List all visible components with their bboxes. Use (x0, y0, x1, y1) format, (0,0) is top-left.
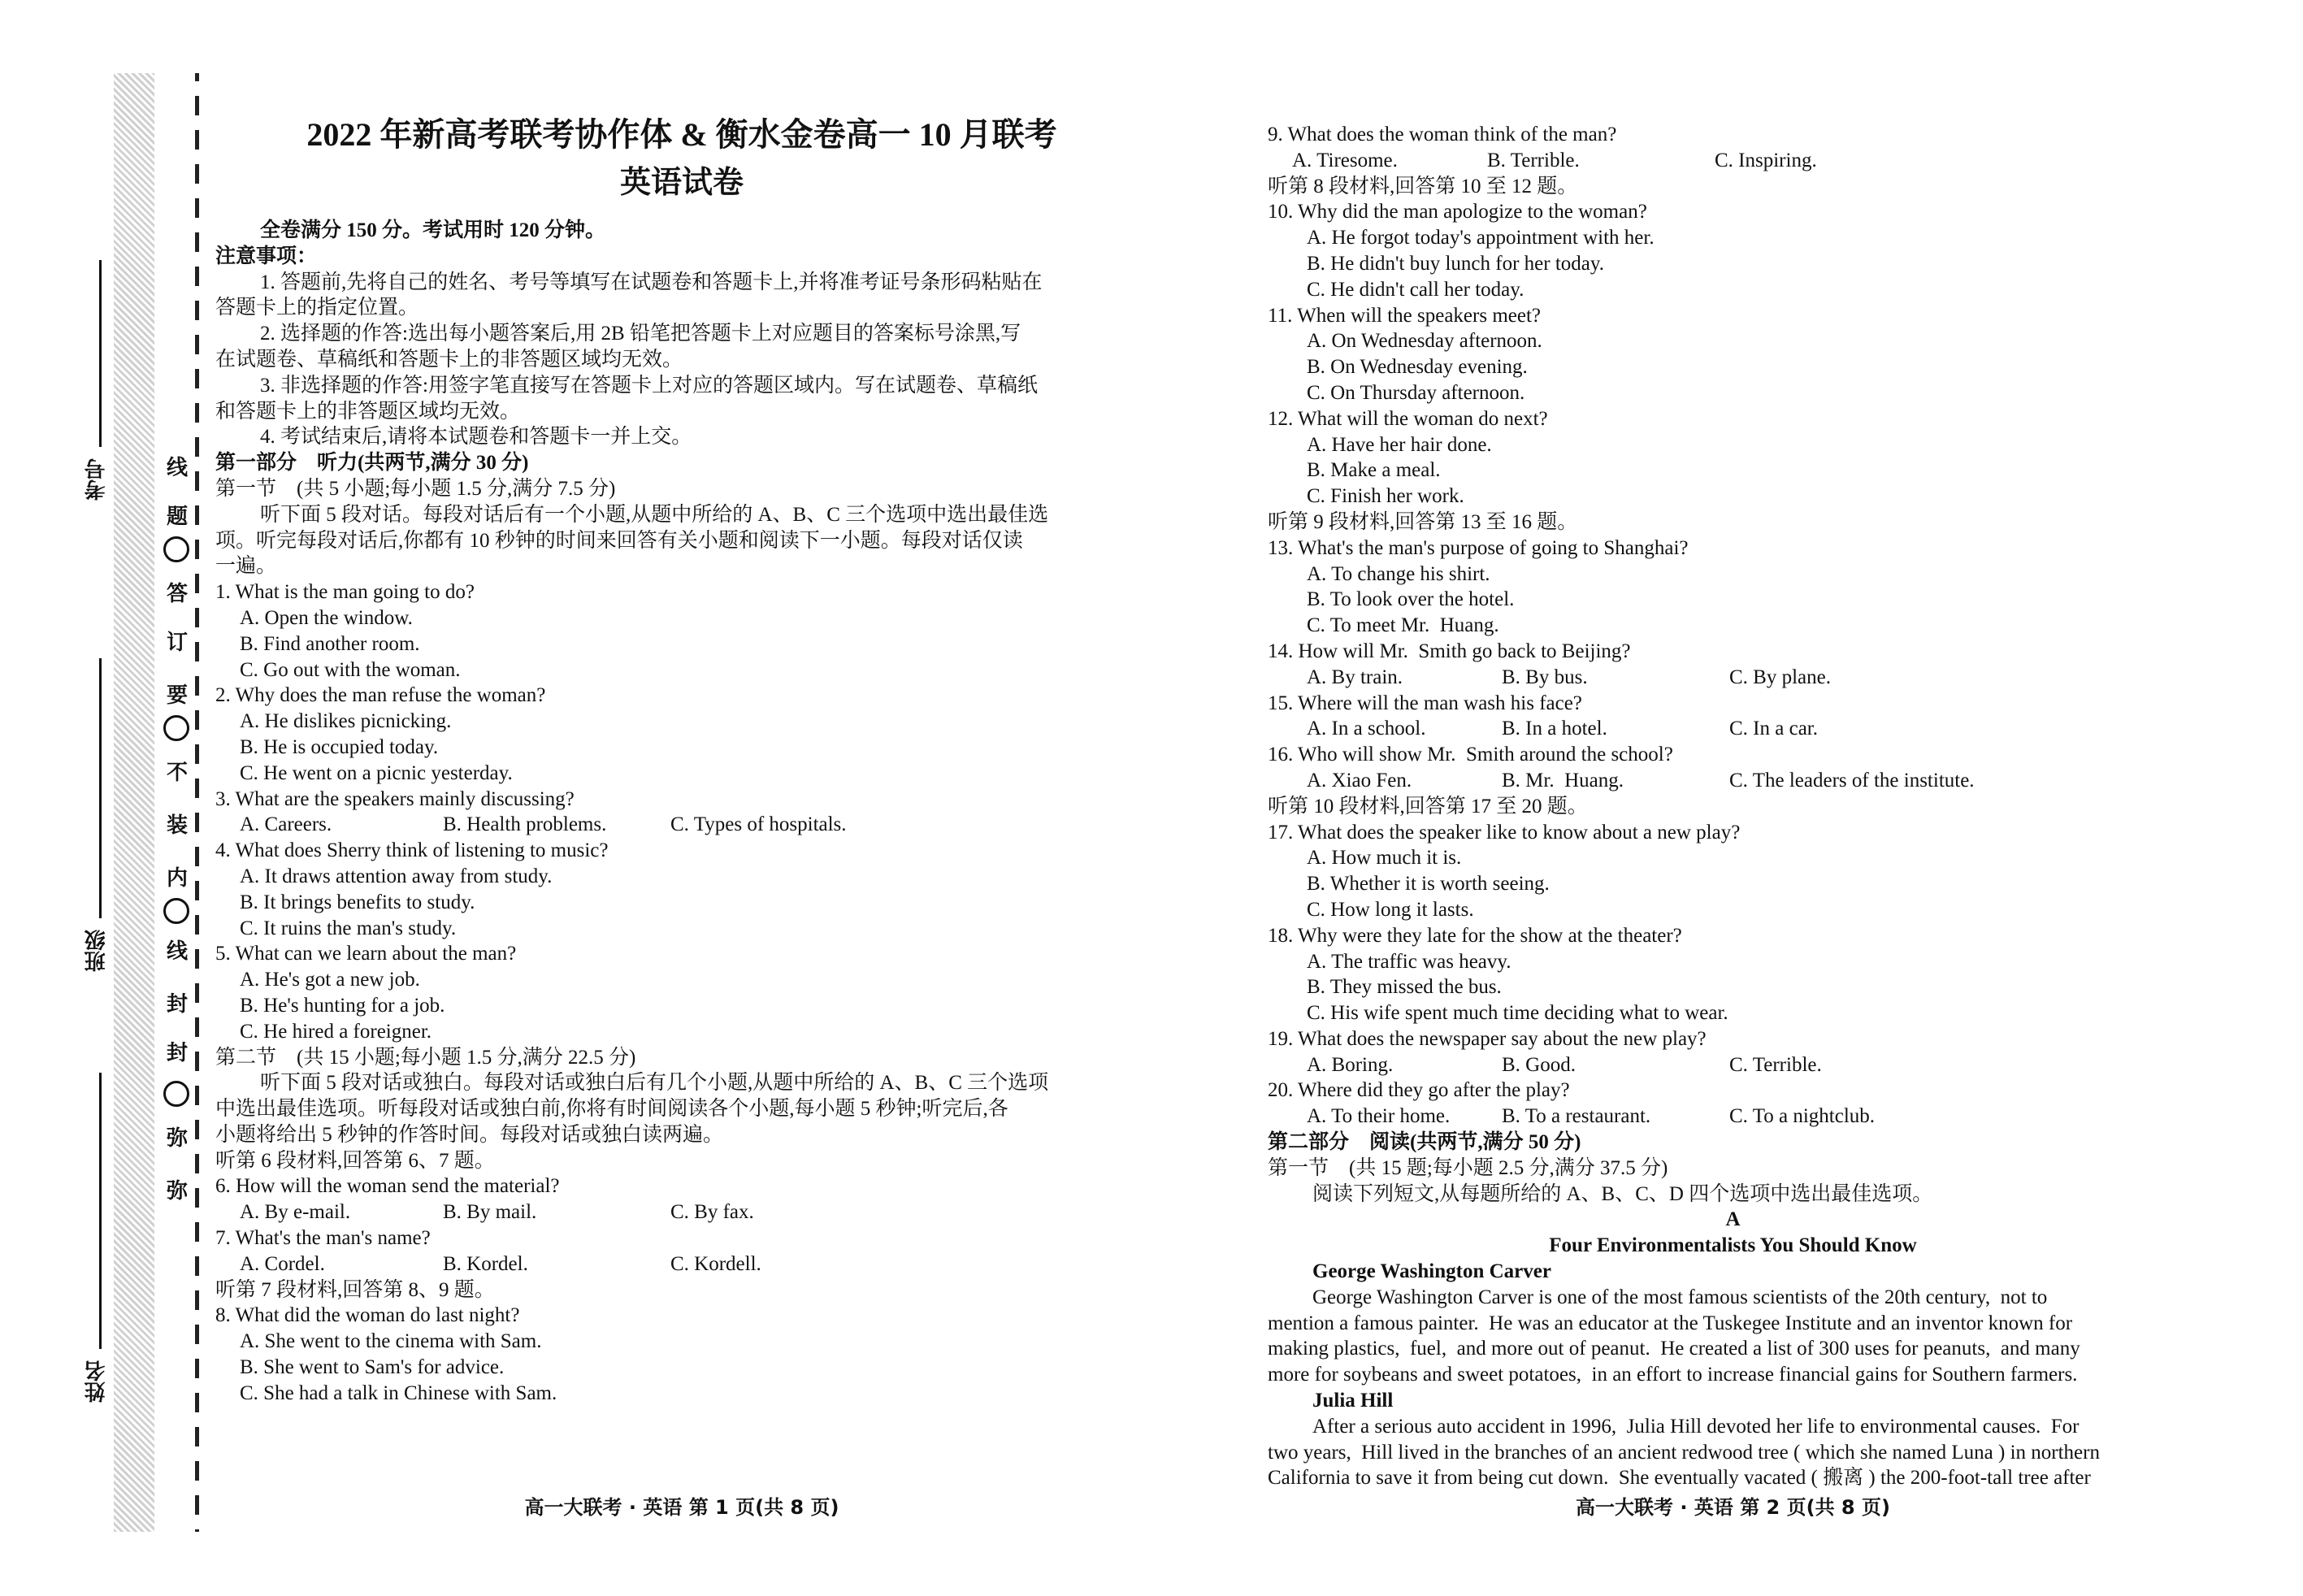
seal-line-gap (194, 1344, 199, 1359)
option-c: C. To meet Mr. Huang. (1307, 614, 1499, 637)
option-a: A. Open the window. (240, 606, 413, 629)
seal-line-gap (194, 1515, 199, 1529)
part2-section1-heading: 第一节 (共 15 题;每小题 2.5 分,满分 37.5 分) (1268, 1156, 1668, 1179)
seal-line-gap (194, 627, 199, 642)
material-heading: 听第 6 段材料,回答第 6、7 题。 (215, 1149, 495, 1172)
instruction-line: 一遍。 (215, 555, 277, 578)
seal-line-gap (194, 1071, 199, 1086)
field-label-exam-number: 考号 (85, 458, 108, 501)
seal-char: 题 (166, 505, 188, 528)
option-b: B. Mr. Huang. (1502, 769, 1624, 791)
passage-letter: A (1725, 1208, 1741, 1231)
option-a: A. The traffic was heavy. (1307, 950, 1511, 973)
seal-char: 内 (166, 866, 188, 890)
options-row (215, 1199, 1148, 1225)
field-line-exam-number[interactable] (99, 260, 102, 447)
option-c: C. Terrible. (1729, 1053, 1822, 1076)
option-a: A. To their home. (1307, 1105, 1451, 1128)
reading-instruction: 阅读下列短文,从每题所给的 A、B、C、D 四个选项中选出最佳选项。 (1312, 1182, 1933, 1205)
material-heading: 听第 9 段材料,回答第 13 至 16 题。 (1268, 510, 1578, 533)
seal-char: 答 (166, 582, 188, 605)
question-1: 1. What is the man going to do? (215, 581, 475, 604)
material-heading: 听第 7 段材料,回答第 8、9 题。 (215, 1278, 495, 1301)
option-a: A. Xiao Fen. (1307, 769, 1412, 791)
seal-line-gap (194, 1446, 199, 1461)
seal-line-gap (194, 1481, 199, 1495)
passage-line: After a serious auto accident in 1996, Julia Hill devoted her life to environmental causes. For (1312, 1415, 2080, 1438)
options-row (1268, 1104, 2198, 1130)
seal-line-gap (194, 354, 199, 369)
option-c: C. Types of hospitals. (670, 813, 847, 836)
option-c: C. He didn't call her today. (1307, 278, 1524, 301)
instruction-line: 听下面 5 段对话。每段对话后有一个小题,从题中所给的 A、B、C 三个选项中选出最佳选 (260, 503, 1049, 526)
field-line-class[interactable] (99, 658, 102, 918)
full-score-note: 全卷满分 150 分。考试用时 120 分钟。 (260, 219, 606, 241)
option-b: B. Find another room. (240, 632, 420, 655)
seal-char: 线 (166, 456, 188, 479)
passage-title: Four Environmentalists You Should Know (1549, 1234, 1917, 1257)
passage-line: making plastics, fuel, and more out of peanut. He created a list of 300 uses for peanuts, and many (1268, 1338, 2080, 1360)
option-c: C. By fax. (670, 1201, 754, 1224)
option-a: A. Cordel. (240, 1252, 325, 1275)
seal-line-gap (194, 320, 199, 335)
option-c: C. Kordell. (670, 1252, 761, 1275)
seal-line-gap (194, 1276, 199, 1290)
question-6: 6. How will the woman send the material? (215, 1175, 560, 1198)
seal-line-gap (194, 150, 199, 164)
question-11: 11. When will the speakers meet? (1268, 304, 1541, 327)
seal-char: 弥 (166, 1179, 188, 1203)
instruction-line: 听下面 5 段对话或独白。每段对话或独白后有几个小题,从题中所给的 A、B、C 三个选项 (260, 1072, 1049, 1095)
seal-line-gap (194, 81, 199, 96)
hatched-margin (114, 73, 154, 1532)
question-17: 17. What does the speaker like to know about a new play? (1268, 821, 1741, 844)
options-row (1268, 716, 2198, 742)
instruction-line: 小题将给出 5 秒钟的作答时间。每段对话或独白读两遍。 (215, 1123, 724, 1146)
option-c: C. To a nightclub. (1729, 1105, 1876, 1128)
option-b: B. On Wednesday evening. (1307, 356, 1528, 379)
option-a: A. Tiresome. (1292, 149, 1398, 171)
question-2: 2. Why does the man refuse the woman? (215, 684, 546, 707)
seal-char: 弥 (166, 1126, 188, 1150)
options-row (215, 812, 1148, 838)
options-row (1268, 1052, 2198, 1078)
option-b: B. Make a meal. (1307, 459, 1441, 482)
question-3: 3. What are the speakers mainly discussing? (215, 787, 575, 810)
seal-circle (163, 1081, 189, 1107)
option-a: A. It draws attention away from study. (240, 865, 553, 887)
question-5: 5. What can we learn about the man? (215, 943, 517, 965)
passage-line: California to save it from being cut down. She eventually vacated ( 搬离 ) the 200-foot-tall tree after (1268, 1467, 2091, 1490)
seal-line-gap (194, 218, 199, 232)
question-12: 12. What will the woman do next? (1268, 407, 1548, 430)
option-b: B. In a hotel. (1502, 718, 1607, 740)
seal-line-gap (194, 900, 199, 915)
option-a: A. Have her hair done. (1307, 433, 1492, 456)
option-b: B. He is occupied today. (240, 735, 439, 758)
seal-line-gap (194, 696, 199, 710)
question-18: 18. Why were they late for the show at the theater? (1268, 924, 1682, 947)
seal-line-gap (194, 1173, 199, 1188)
binding-strip (81, 73, 199, 1532)
seal-line-gap (194, 730, 199, 744)
question-20: 20. Where did they go after the play? (1268, 1079, 1570, 1102)
seal-char: 不 (166, 761, 188, 784)
seal-circle (163, 715, 189, 741)
option-b: B. To a restaurant. (1502, 1105, 1651, 1128)
seal-circle (163, 536, 189, 562)
note-line: 2. 选择题的作答:选出每小题答案后,用 2B 铅笔把答题卡上对应题目的答案标号涂黑,写 (260, 323, 1021, 345)
note-line: 4. 考试结束后,请将本试题卷和答题卡一并上交。 (260, 426, 692, 449)
seal-line-gap (194, 866, 199, 881)
seal-line-gap (194, 764, 199, 778)
option-a: A. How much it is. (1307, 847, 1462, 870)
seal-line-gap (194, 252, 199, 267)
page-footer: 高一大联考 · 英语 第 1 页(共 8 页) (524, 1496, 839, 1519)
option-b: B. He's hunting for a job. (240, 994, 445, 1017)
question-10: 10. Why did the man apologize to the woman? (1268, 201, 1647, 223)
option-b: B. By mail. (443, 1201, 537, 1224)
seal-line-gap (194, 1378, 199, 1393)
passage-line: two years, Hill lived in the branches of an ancient redwood tree ( which she named Luna ) in northern (1268, 1441, 2100, 1464)
option-c: C. How long it lasts. (1307, 898, 1474, 921)
option-c: C. By plane. (1729, 666, 1831, 688)
option-b: B. It brings benefits to study. (240, 891, 475, 913)
exam-subtitle: 英语试卷 (619, 166, 744, 200)
seal-line-gap (194, 1310, 199, 1325)
option-c: C. The leaders of the institute. (1729, 769, 1975, 791)
question-8: 8. What did the woman do last night? (215, 1304, 520, 1327)
section-name-hill: Julia Hill (1312, 1390, 1394, 1412)
options-row (1268, 148, 2198, 174)
material-heading: 听第 10 段材料,回答第 17 至 20 题。 (1268, 795, 1588, 818)
section-name-carver: George Washington Carver (1312, 1260, 1551, 1283)
option-b: B. Health problems. (443, 813, 607, 836)
option-a: A. He dislikes picnicking. (240, 710, 452, 733)
option-a: A. By e-mail. (240, 1201, 351, 1224)
seal-line-gap (194, 184, 199, 198)
option-c: C. He hired a foreigner. (240, 1020, 432, 1043)
option-b: B. Kordel. (443, 1252, 528, 1275)
seal-circle (163, 898, 189, 924)
passage-line: George Washington Carver is one of the most famous scientists of the 20th century, not to (1312, 1286, 2048, 1308)
option-c: C. He went on a picnic yesterday. (240, 761, 513, 784)
option-c: C. It ruins the man's study. (240, 917, 457, 939)
option-a: A. Careers. (240, 813, 332, 836)
question-15: 15. Where will the man wash his face? (1268, 692, 1582, 714)
option-b: B. By bus. (1502, 666, 1588, 688)
instruction-line: 中选出最佳选项。听每段对话或独白前,你将有时间阅读各个小题,每小题 5 秒钟;听完后,各 (215, 1098, 1008, 1121)
seal-line-gap (194, 661, 199, 676)
passage-line: more for soybeans and sweet potatoes, in an effort to increase financial gains for Southern farmers. (1268, 1364, 2078, 1386)
seal-line-gap (194, 388, 199, 403)
question-7: 7. What's the man's name? (215, 1227, 431, 1250)
question-4: 4. What does Sherry think of listening to music? (215, 839, 609, 862)
seal-line-gap (194, 457, 199, 471)
seal-line-gap (194, 935, 199, 949)
part2-heading: 第二部分 阅读(共两节,满分 50 分) (1268, 1131, 1581, 1154)
note-line: 和答题卡上的非答题区域均无效。 (215, 400, 521, 423)
seal-line-gap (194, 491, 199, 505)
seal-line-gap (194, 1412, 199, 1427)
option-b: B. Good. (1502, 1053, 1576, 1076)
option-b: B. To look over the hotel. (1307, 588, 1515, 611)
notes-title: 注意事项： (215, 245, 318, 267)
material-heading: 听第 8 段材料,回答第 10 至 12 题。 (1268, 175, 1578, 197)
seal-line-gap (194, 1003, 199, 1017)
question-16: 16. Who will show Mr. Smith around the school? (1268, 744, 1673, 766)
option-a: A. Boring. (1307, 1053, 1394, 1076)
seal-line-gap (194, 798, 199, 813)
option-c: C. His wife spent much time deciding what to wear. (1307, 1002, 1728, 1025)
option-a: A. She went to the cinema with Sam. (240, 1330, 542, 1353)
seal-line-gap (194, 1105, 199, 1120)
note-line: 答题卡上的指定位置。 (215, 297, 419, 319)
seal-char: 要 (166, 683, 188, 707)
seal-line-gap (194, 1139, 199, 1154)
options-row (215, 1251, 1148, 1277)
exam-title: 2022 年新高考联考协作体 & 衡水金卷高一 10 月联考 (306, 116, 1057, 153)
seal-line-gap (194, 593, 199, 608)
option-b: B. He didn't buy lunch for her today. (1307, 252, 1605, 275)
option-b: B. She went to Sam's for advice. (240, 1356, 505, 1379)
seal-line-gap (194, 969, 199, 983)
option-a: A. He forgot today's appointment with her. (1307, 227, 1655, 249)
field-label-name: 姓名 (85, 1360, 108, 1403)
instruction-line: 项。听完每段对话后,你都有 10 秒钟的时间来回答有关小题和阅读下一小题。每段对话仅读 (215, 529, 1023, 552)
seal-char: 装 (166, 813, 188, 837)
question-19: 19. What does the newspaper say about the new play? (1268, 1027, 1707, 1050)
option-c: C. In a car. (1729, 718, 1818, 740)
option-a: A. He's got a new job. (240, 969, 420, 991)
seal-line-gap (194, 525, 199, 540)
seal-line-gap (194, 1037, 199, 1052)
seal-char: 线 (166, 939, 188, 963)
option-c: C. Finish her work. (1307, 485, 1464, 508)
part1-heading: 第一部分 听力(共两节,满分 30 分) (215, 452, 529, 475)
question-9: 9. What does the woman think of the man? (1268, 124, 1617, 145)
page-footer: 高一大联考 · 英语 第 2 页(共 8 页) (1576, 1496, 1890, 1519)
seal-char: 订 (166, 631, 188, 654)
note-line: 在试题卷、草稿纸和答题卡上的非答题区域均无效。 (215, 348, 683, 371)
option-c: C. Go out with the woman. (240, 658, 461, 681)
option-a: A. To change his shirt. (1307, 562, 1490, 585)
seal-line-gap (194, 423, 199, 437)
option-c: C. On Thursday afternoon. (1307, 381, 1525, 404)
seal-line-gap (194, 1242, 199, 1256)
note-line: 3. 非选择题的作答:用签字笔直接写在答题卡上对应的答题区域内。写在试题卷、草稿纸 (260, 374, 1038, 397)
option-a: A. By train. (1307, 666, 1403, 688)
options-row (1268, 665, 2198, 691)
option-a: A. In a school. (1307, 718, 1426, 740)
seal-char: 封 (166, 992, 188, 1016)
field-line-name[interactable] (99, 1073, 102, 1349)
seal-line-gap (194, 832, 199, 847)
field-label-class: 班级 (85, 930, 108, 972)
option-c: C. Inspiring. (1715, 149, 1817, 171)
question-13: 13. What's the man's purpose of going to Shanghai? (1268, 536, 1689, 559)
note-line: 1. 答题前,先将自己的姓名、考号等填写在试题卷和答题卡上,并将准考证号条形码粘贴在 (260, 271, 1043, 293)
section1-heading: 第一节 (共 5 小题;每小题 1.5 分,满分 7.5 分) (215, 477, 616, 500)
question-14: 14. How will Mr. Smith go back to Beijing? (1268, 640, 1631, 662)
seal-line-gap (194, 286, 199, 301)
options-row (1268, 768, 2198, 794)
option-b: B. Terrible. (1487, 149, 1580, 171)
seal-char: 封 (166, 1041, 188, 1065)
seal-line-gap (194, 1208, 199, 1222)
option-b: B. Whether it is worth seeing. (1307, 873, 1550, 896)
passage-line: mention a famous painter. He was an educator at the Tuskegee Institute and an inventor known for (1268, 1312, 2073, 1334)
section2-heading: 第二节 (共 15 小题;每小题 1.5 分,满分 22.5 分) (215, 1046, 636, 1069)
option-b: B. They missed the bus. (1307, 976, 1502, 999)
seal-line-gap (194, 115, 199, 130)
seal-line-gap (194, 559, 199, 574)
option-a: A. On Wednesday afternoon. (1307, 330, 1542, 353)
option-c: C. She had a talk in Chinese with Sam. (240, 1381, 557, 1404)
